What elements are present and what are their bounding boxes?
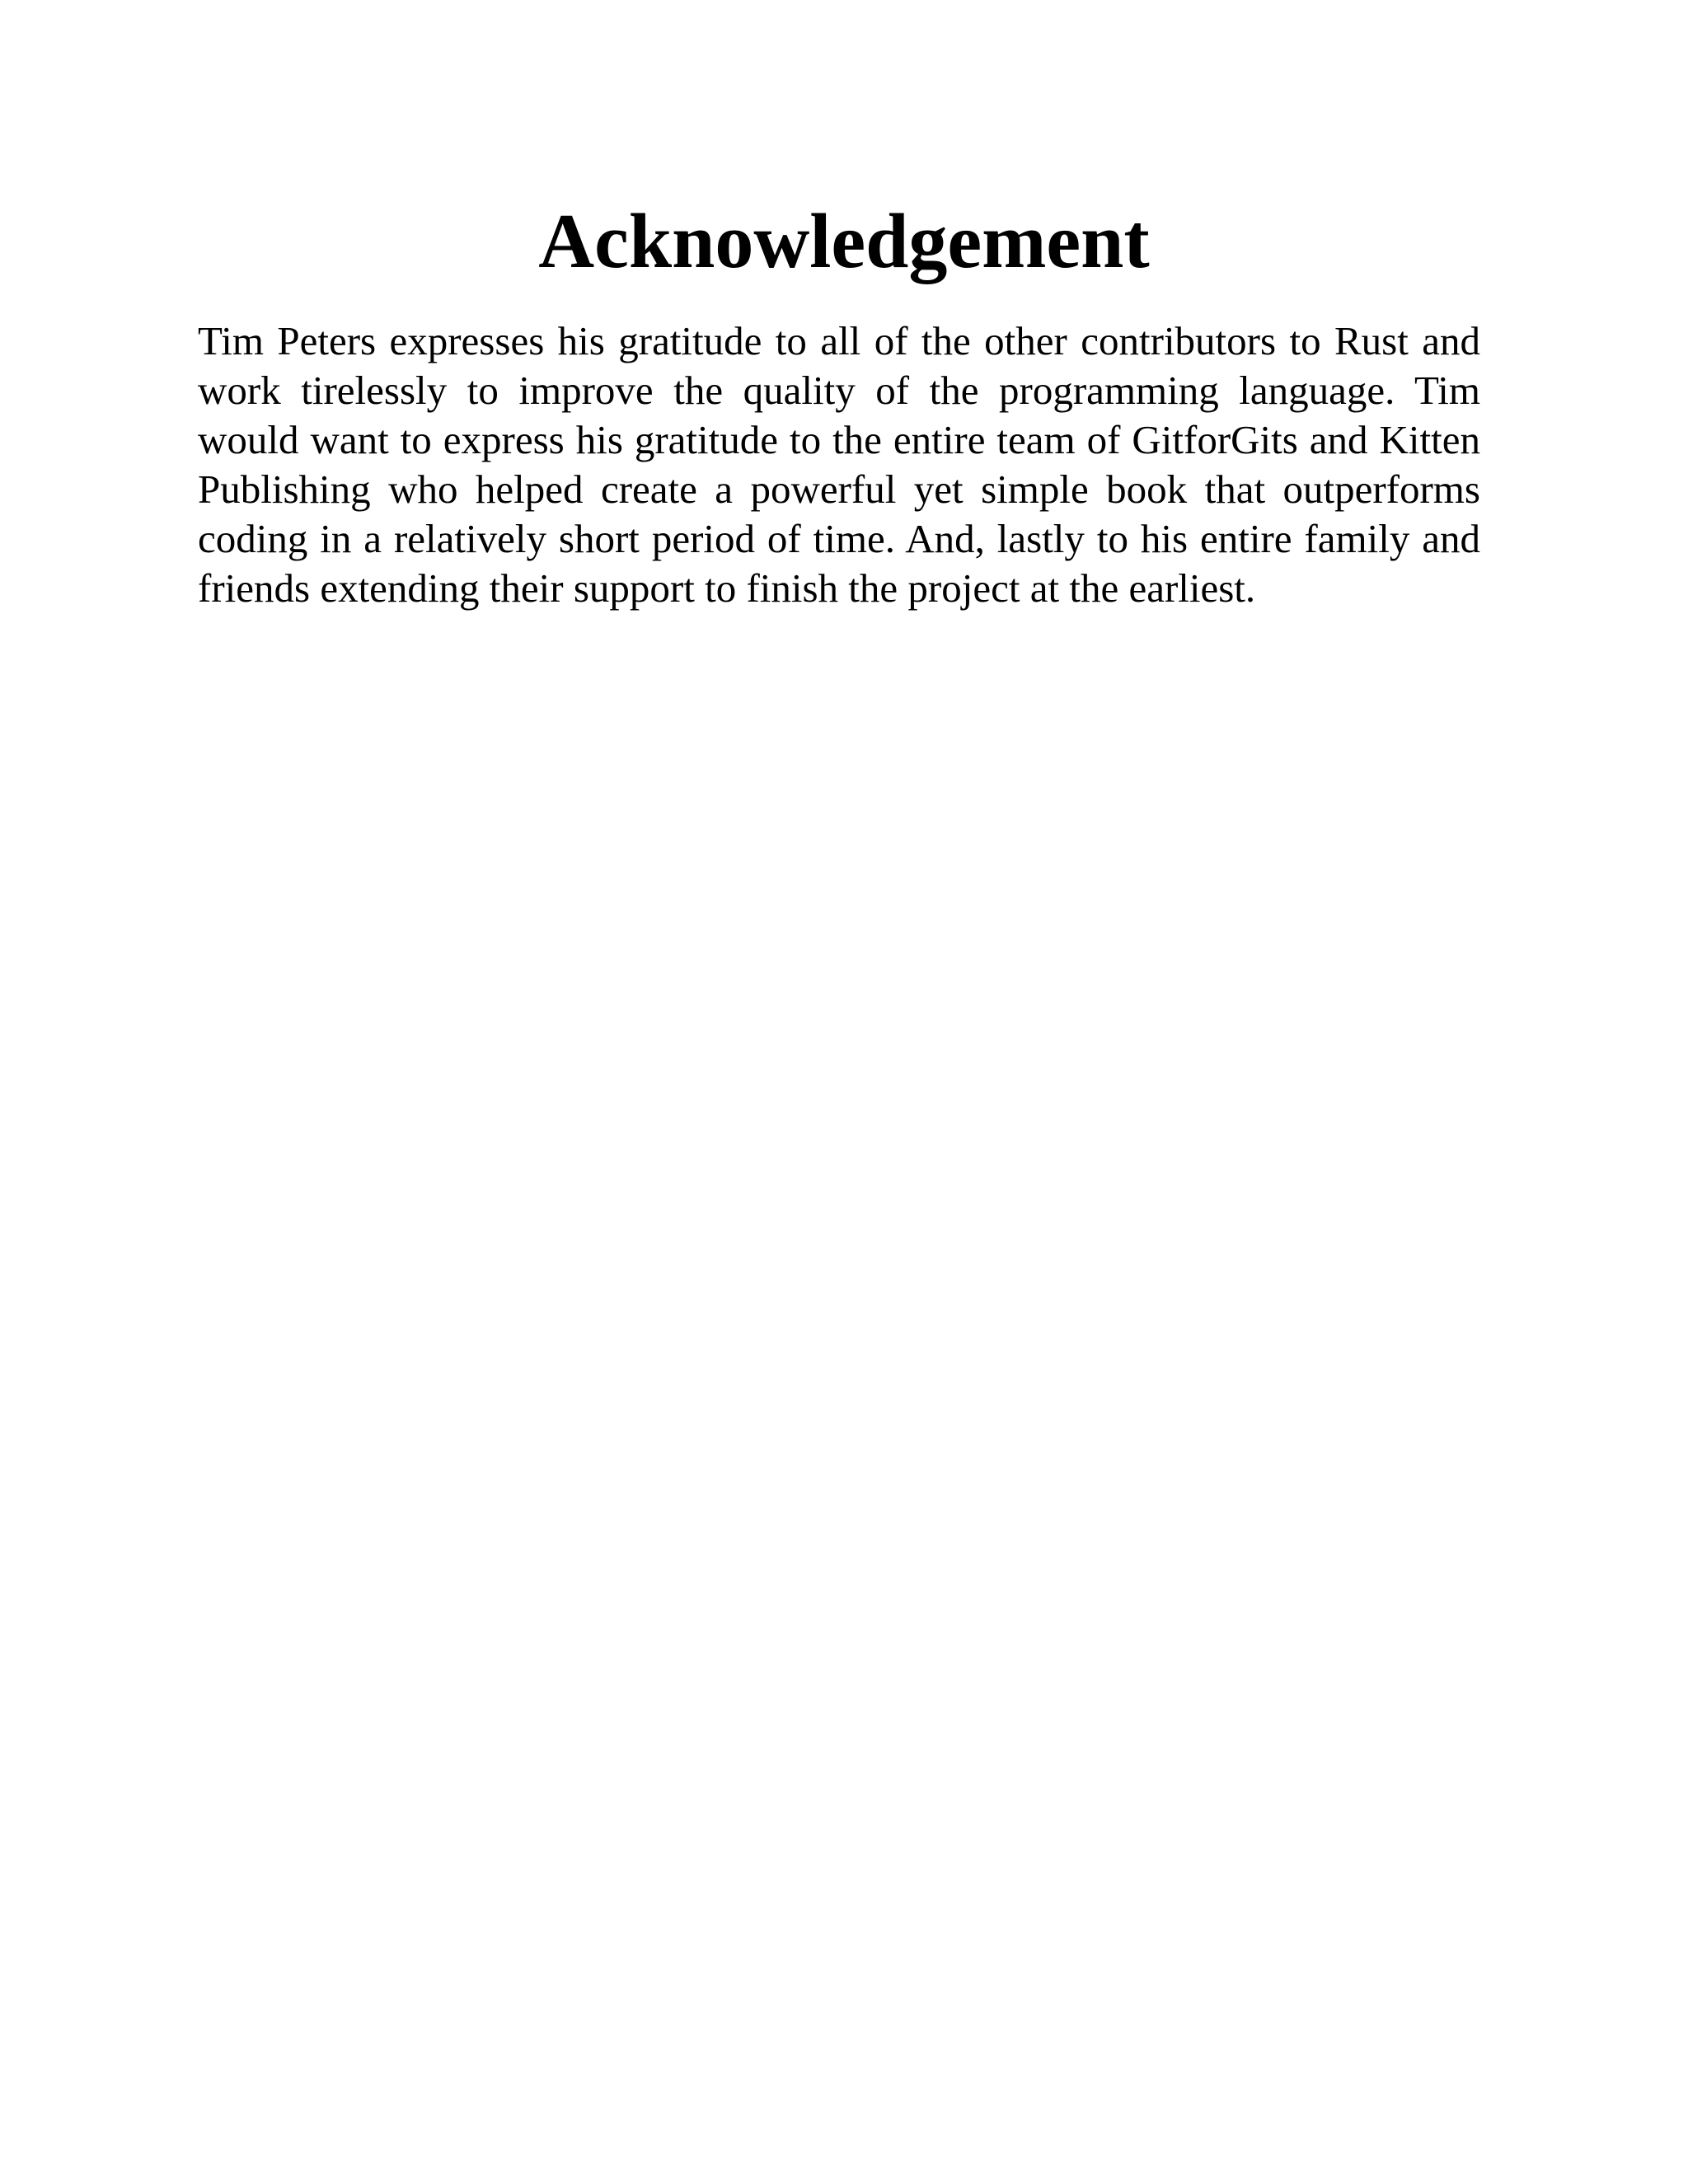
page-title: Acknowledgement xyxy=(538,199,1150,284)
acknowledgement-paragraph: Tim Peters expresses his gratitude to all of the other contributors to Rust and work tirelessly to improve the quality of the programming language. Tim would want to express his gratitude to the entire team of GitforGits and Kitten Publishing who helped create a powerful yet simple book that outperforms coding in a relatively short period of time. And, lastly to his entire family and friends extending their support to finish the project at the earliest. xyxy=(198,318,1480,611)
